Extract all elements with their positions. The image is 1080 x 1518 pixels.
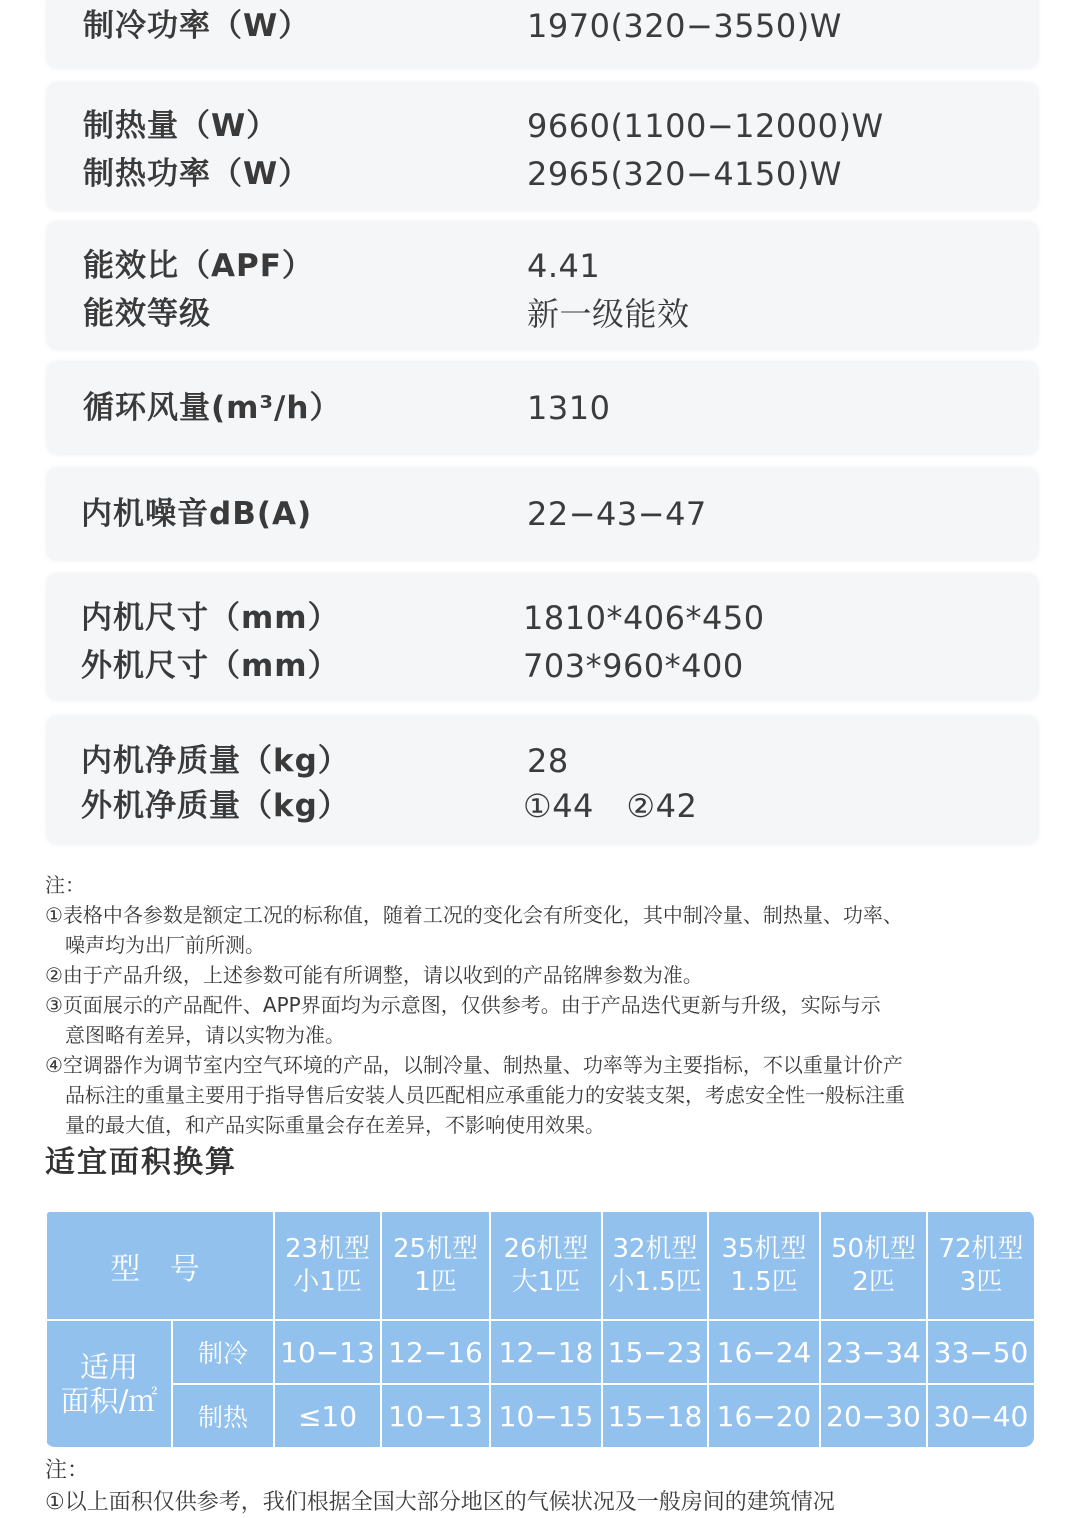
spec-label: 内机净质量（kg） (81, 743, 350, 779)
model-capacity: 2匹 (852, 1266, 895, 1297)
spec-label: 制热量（W） (83, 108, 279, 144)
spec-label: 外机尺寸（mm） (81, 648, 340, 684)
model-header-cell (602, 1211, 708, 1320)
heating-area-cell: 10−13 (381, 1384, 490, 1447)
spec-label: 循环风量(m³/h） (83, 390, 342, 426)
spec-card-dimensions (47, 574, 1038, 700)
note-line: 量的最大值，和产品实际重量会存在差异，不影响使用效果。 (65, 1113, 605, 1137)
model-header-cell (927, 1211, 1034, 1320)
cooling-area-cell: 16−24 (708, 1320, 820, 1384)
model-capacity: 小1匹 (293, 1266, 362, 1297)
spec-value: 新一级能效 (527, 295, 690, 333)
area-row-header (46, 1320, 172, 1447)
cooling-row (46, 1320, 1034, 1384)
note-line: ③页面展示的产品配件、APP界面均为示意图，仅供参考。由于产品迭代更新与升级，实际与示 (45, 993, 881, 1017)
note-line: 品标注的重量主要用于指导售后安装人员匹配相应承重能力的安装支架，考虑安全性一般标注重 (65, 1083, 905, 1107)
heating-area-cell: 30−40 (927, 1384, 1034, 1447)
spec-card-heating (47, 83, 1038, 210)
spec-value: 28 (527, 742, 569, 780)
area-label-line: 面积/㎡ (60, 1384, 158, 1418)
model-capacity: 1.5匹 (730, 1266, 798, 1297)
spec-label: 制冷功率（W） (83, 8, 311, 44)
heating-area-cell: 10−15 (490, 1384, 602, 1447)
model-header-cell (708, 1211, 820, 1320)
spec-card-efficiency (47, 222, 1038, 349)
area-note-line: ①以上面积仅供参考，我们根据全国大部分地区的气候状况及一般房间的建筑情况 (45, 1490, 835, 1515)
model-capacity: 1匹 (414, 1266, 457, 1297)
model-code: 32机型 (612, 1233, 698, 1264)
model-capacity: 大1匹 (511, 1266, 581, 1297)
cooling-area-cell: 23−34 (820, 1320, 927, 1384)
cooling-area-cell: 12−18 (490, 1320, 602, 1384)
spec-label: 外机净质量（kg） (81, 788, 350, 824)
cooling-area-cell: 15−23 (602, 1320, 708, 1384)
spec-value: 703*960*400 (523, 647, 744, 685)
spec-value: 22−43−47 (527, 495, 707, 533)
model-header-cell (274, 1211, 381, 1320)
note-line: 噪声均为出厂前所测。 (65, 933, 265, 957)
spec-value: 9660(1100−12000)W (527, 107, 884, 145)
area-section-title: 适宜面积换算 (45, 1145, 237, 1180)
table-header-row (46, 1211, 1034, 1320)
model-code: 72机型 (938, 1233, 1024, 1264)
heating-area-cell: ≤10 (274, 1384, 381, 1447)
model-capacity: 小1.5匹 (608, 1266, 702, 1297)
heating-area-cell: 20−30 (820, 1384, 927, 1447)
cooling-area-cell: 10−13 (274, 1320, 381, 1384)
note-line: ①表格中各参数是额定工况的标称值，随着工况的变化会有所变化，其中制冷量、制热量、功率、 (45, 903, 903, 927)
spec-card-cooling-power (47, 0, 1038, 68)
note-line: ②由于产品升级，上述参数可能有所调整，请以收到的产品铭牌参数为准。 (45, 963, 703, 987)
area-notes-heading: 注： (45, 1458, 90, 1483)
area-table (45, 1210, 1034, 1447)
heating-area-cell: 15−18 (602, 1384, 708, 1447)
spec-value: ①44 ②42 (523, 787, 698, 825)
notes-heading: 注： (45, 873, 85, 897)
model-type-header: 型 号 (46, 1211, 274, 1320)
model-header-cell (820, 1211, 927, 1320)
model-code: 50机型 (830, 1233, 917, 1264)
spec-notes (45, 870, 1035, 1140)
cooling-area-cell: 12−16 (381, 1320, 490, 1384)
heating-label: 制热 (172, 1384, 274, 1447)
cooling-area-cell: 33−50 (927, 1320, 1034, 1384)
spec-value: 4.41 (527, 247, 601, 285)
spec-card-weight (47, 716, 1038, 844)
model-code: 25机型 (392, 1233, 479, 1264)
spec-value: 2965(320−4150)W (527, 155, 842, 193)
model-code: 35机型 (721, 1233, 807, 1264)
note-line: 意图略有差异，请以实物为准。 (65, 1023, 345, 1047)
model-header-cell (381, 1211, 490, 1320)
spec-value: 1970(320−3550)W (527, 7, 842, 45)
spec-card-noise (47, 468, 1038, 560)
spec-label: 能效比（APF） (83, 248, 314, 284)
spec-label: 制热功率（W） (83, 156, 311, 192)
spec-value: 1810*406*450 (523, 599, 765, 637)
heating-area-cell: 16−20 (708, 1384, 820, 1447)
spec-label: 能效等级 (83, 296, 211, 332)
spec-value: 1310 (527, 389, 611, 427)
heating-row (46, 1384, 1034, 1447)
model-code: 23机型 (284, 1233, 371, 1264)
note-line: ④空调器作为调节室内空气环境的产品，以制冷量、制热量、功率等为主要指标，不以重量计价产 (45, 1053, 903, 1077)
spec-card-airflow (47, 362, 1038, 454)
spec-label: 内机尺寸（mm） (81, 600, 340, 636)
cooling-label: 制冷 (172, 1320, 274, 1384)
model-header-cell (490, 1211, 602, 1320)
model-capacity: 3匹 (959, 1266, 1003, 1297)
spec-label: 内机噪音dB(A) (81, 496, 313, 532)
model-code: 26机型 (503, 1233, 589, 1264)
area-label-line: 适用 (79, 1350, 138, 1384)
